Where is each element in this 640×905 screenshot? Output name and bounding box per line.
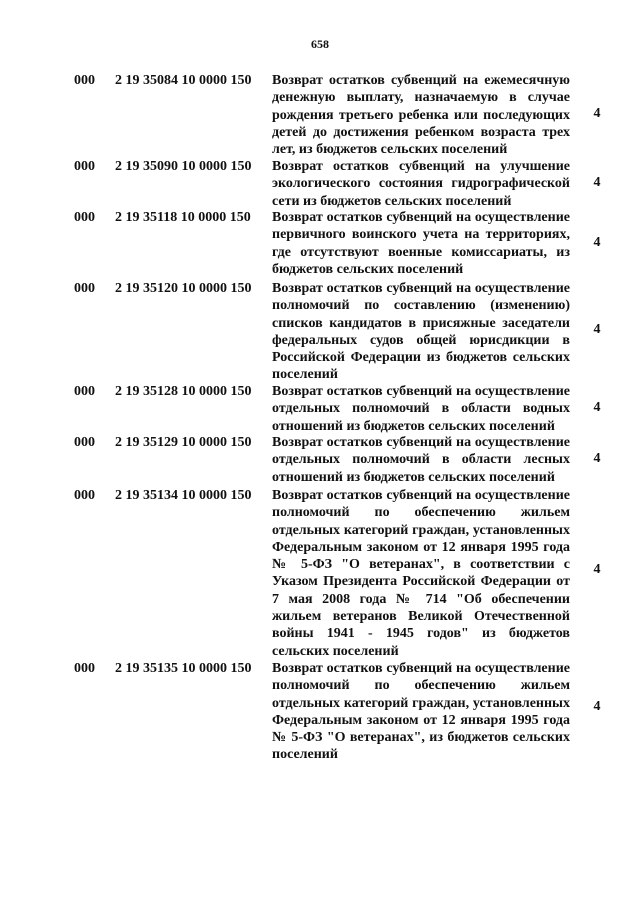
admin-code: 000 [74,488,95,503]
budget-code: 2 19 35090 10 0000 150 [115,159,252,174]
row-description: Возврат остатков субвенций на осуществление полномочий по обеспечению жильем отдельных категорий граждан, установленных Федеральным законом от 12 января 1995 года № 5-ФЗ "О ветеранах", из бюджетов сельских поселений [272,661,570,763]
row-value: 4 [593,699,601,714]
page-number: 658 [311,37,329,51]
row-description: Возврат остатков субвенций на осуществление отдельных полномочий в области лесных отношений из бюджетов сельских поселений [272,435,570,485]
row-description: Возврат остатков субвенций на осуществление полномочий по составлению (изменению) списков кандидатов в присяжные заседатели федеральных судов общей юрисдикции в Российской Федерации из бюджетов сельских поселений [272,281,570,383]
admin-code: 000 [74,73,95,88]
admin-code: 000 [74,384,95,399]
budget-code: 2 19 35129 10 0000 150 [115,435,252,450]
budget-code: 2 19 35135 10 0000 150 [115,661,252,676]
budget-code: 2 19 35128 10 0000 150 [115,384,252,399]
row-description: Возврат остатков субвенций на осуществление отдельных полномочий в области водных отношений из бюджетов сельских поселений [272,384,570,434]
budget-code: 2 19 35118 10 0000 150 [115,210,251,225]
admin-code: 000 [74,435,95,450]
row-value: 4 [593,235,601,250]
admin-code: 000 [74,281,95,296]
row-value: 4 [593,451,601,466]
row-value: 4 [593,400,601,415]
budget-code: 2 19 35120 10 0000 150 [115,281,252,296]
row-value: 4 [593,175,601,190]
row-description: Возврат остатков субвенций на улучшение экологического состояния гидрографической сети из бюджетов сельских поселений [272,159,570,209]
row-description: Возврат остатков субвенций на ежемесячную денежную выплату, назначаемую в случае рождения третьего ребенка или последующих детей до достижения ребенком возраста трех лет, из бюджетов сельских поселений [272,73,570,158]
admin-code: 000 [74,210,95,225]
admin-code: 000 [74,159,95,174]
row-value: 4 [593,562,601,577]
row-value: 4 [593,106,601,121]
row-description: Возврат остатков субвенций на осуществление первичного воинского учета на территориях, где отсутствуют военные комиссариаты, из бюджетов сельских поселений [272,210,570,277]
admin-code: 000 [74,661,95,676]
budget-code: 2 19 35084 10 0000 150 [115,73,252,88]
row-value: 4 [593,322,601,337]
budget-code: 2 19 35134 10 0000 150 [115,488,252,503]
row-description: Возврат остатков субвенций на осуществление полномочий по обеспечению жильем отдельных категорий граждан, установленных Федеральным законом от 12 января 1995 года № 5-ФЗ "О ветеранах", в соответствии с Указом Президента Российской Федерации от 7 мая 2008 года № 714 "Об обеспечении жильем ветеранов Великой Отечественной войны 1941 - 1945 годов" из бюджетов сельских поселений [272,488,570,659]
